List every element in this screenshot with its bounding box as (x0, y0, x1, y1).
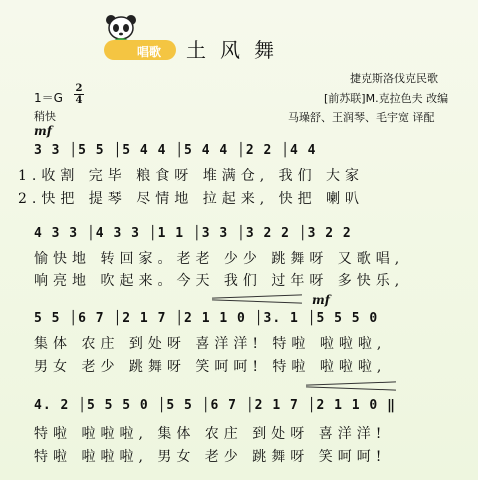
notes-system-4: 4. 2 │5 5 5 0 │5 5 │6 7 │2 1 7 │2 1 1 0 ‖ (34, 398, 396, 413)
dynamic-mf: mf (34, 124, 52, 138)
notes-system-2: 4 3 3 │4 3 3 │1 1 │3 3 │3 2 2 │3 2 2 (34, 226, 352, 241)
lyrics-system-2-verse-2: 响亮地 吹起来。今天 我们 过年呀 多快乐, (34, 273, 405, 289)
lyricist-credit: [前苏联]M.克拉色夫 改编 (324, 92, 449, 105)
crescendo-hairpin-2 (306, 381, 396, 385)
song-title: 土风舞 (186, 38, 288, 62)
lyrics-system-3-verse-2: 男女 老少 跳舞呀 笑呵呵! 特啦 啦啦啦, (34, 359, 387, 375)
lyrics-system-1-verse-1: 1.收割 完毕 粮食呀 堆满仓, 我们 大家 (18, 168, 365, 184)
tempo-marking: 稍快 (34, 110, 56, 123)
lyrics-system-2-verse-1: 愉快地 转回家。老老 少少 跳舞呀 又歌唱, (34, 251, 405, 267)
crescendo-hairpin (212, 294, 302, 298)
lyrics-system-4-verse-1: 特啦 啦啦啦, 集体 农庄 到处呀 喜洋洋! (34, 426, 387, 442)
song-origin: 捷克斯洛伐克民歌 (350, 72, 438, 85)
notes-system-1: 3 3 │5 5 │5 4 4 │5 4 4 │2 2 │4 4 (34, 143, 317, 158)
time-signature (74, 83, 84, 106)
crescendo-hairpin-lower (212, 299, 302, 303)
crescendo-hairpin-2-lower (306, 386, 396, 390)
translator-credit: 马璪舒、王润琴、毛宇宽 译配 (288, 111, 435, 124)
lyrics-system-4-verse-2: 特啦 啦啦啦, 男女 老少 跳舞呀 笑呵呵! (34, 449, 387, 465)
time-numerator: 2 (75, 83, 83, 94)
lyrics-system-3-verse-1: 集体 农庄 到处呀 喜洋洋! 特啦 啦啦啦, (34, 336, 387, 352)
notes-system-3: 5 5 │6 7 │2 1 7 │2 1 1 0 │3. 1 │5 5 5 0 (34, 311, 379, 326)
lyrics-system-1-verse-2: 2.快把 提琴 尽情地 拉起来, 快把 喇叭 (18, 191, 365, 207)
badge-label: 唱歌 (137, 45, 162, 59)
time-denominator: 4 (75, 95, 83, 106)
dynamic-mf-2: mf (312, 293, 330, 307)
key-signature: 1＝G (34, 91, 63, 105)
